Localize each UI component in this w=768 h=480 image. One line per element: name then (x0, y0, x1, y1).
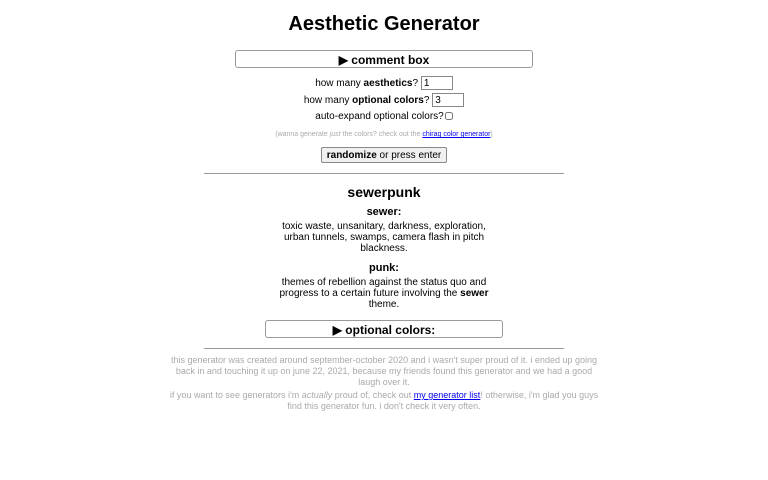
aesthetics-count-input[interactable] (421, 76, 453, 90)
randomize-button[interactable]: randomize or press enter (321, 147, 448, 163)
aesthetics-count-row (0, 76, 768, 92)
page-title: Aesthetic Generator (288, 13, 480, 35)
result-title: sewerpunk (347, 184, 421, 200)
aesthetics-count-label: how many aesthetics? (315, 78, 419, 89)
aesthetic-name: punk: (369, 262, 399, 274)
optional-colors-count-row (0, 93, 768, 109)
aesthetic-description: themes of rebellion against the status quo and progress to a certain future involving the sewer theme. (279, 277, 489, 310)
optional-colors-count-label: how many optional colors? (303, 95, 430, 106)
generator-list-link[interactable]: my generator list (413, 390, 481, 400)
footer-notes (169, 355, 599, 412)
auto-expand-label: auto-expand optional colors? (315, 111, 444, 122)
chirag-color-generator-link[interactable]: chirag color generator (422, 131, 491, 138)
auto-expand-checkbox[interactable] (445, 112, 453, 120)
divider (204, 348, 564, 349)
aesthetic-description: toxic waste, unsanitary, darkness, exploration, urban tunnels, swamps, camera flash in pitch blackness. (282, 221, 486, 254)
auto-expand-row (0, 109, 768, 125)
color-generator-hint: (wanna generate just the colors? check out the chirag color generator) (275, 131, 493, 138)
footer-paragraph: this generator was created around september-october 2020 and i wasn't super proud of it. i ended up going back in and touching it up on june 22, 2021, because my friends found this generator and we had a good laugh over it. (171, 355, 597, 387)
comment-box-toggle[interactable]: ▶ comment box (235, 50, 533, 68)
aesthetic-name: sewer: (366, 206, 402, 218)
optional-colors-count-input[interactable] (432, 93, 464, 107)
optional-colors-toggle[interactable]: ▶ optional colors: (265, 320, 503, 338)
divider (204, 173, 564, 174)
footer-paragraph: if you want to see generators i'm actually proud of, check out my generator list! otherwise, i'm glad you guys find this generator fun. i don't check it very often. (169, 390, 599, 411)
